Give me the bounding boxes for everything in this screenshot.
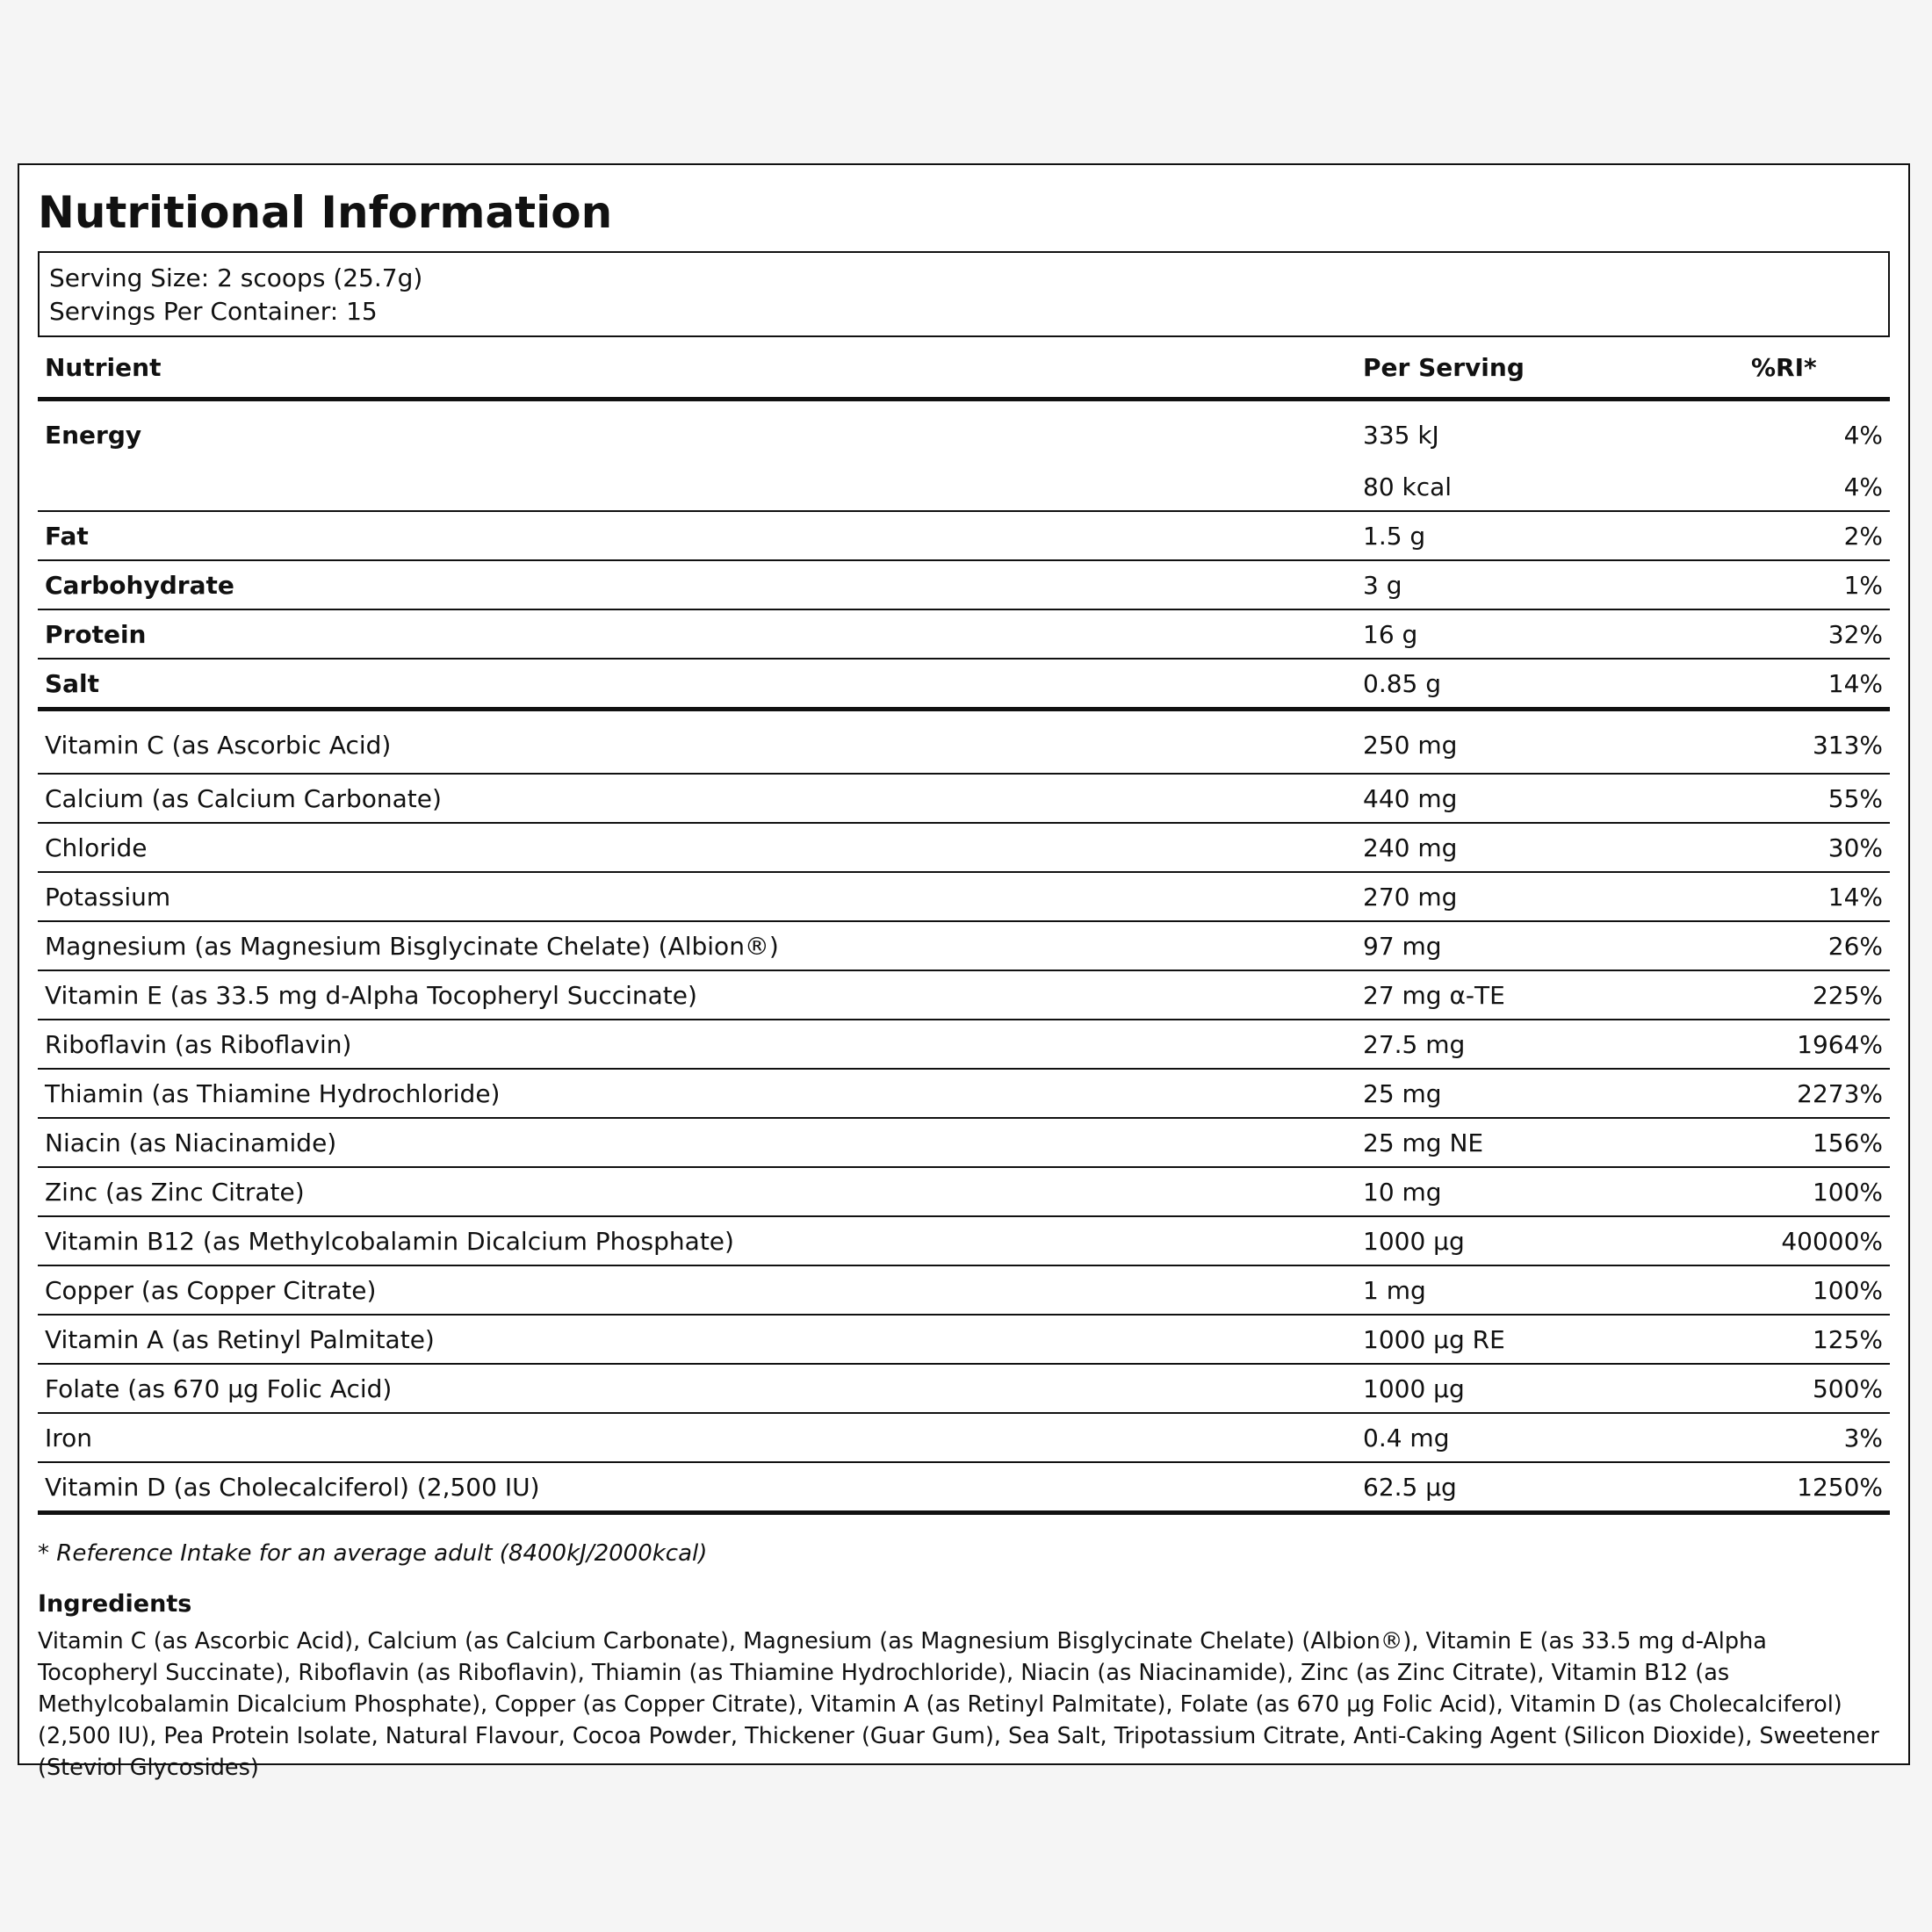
table-row xyxy=(38,1265,1890,1315)
table-row xyxy=(38,1020,1890,1069)
table-row xyxy=(38,1167,1890,1216)
table-row xyxy=(38,1364,1890,1413)
header-ri: %RI* xyxy=(1744,351,1890,400)
servings-per-container: Servings Per Container: 15 xyxy=(49,297,378,326)
nutrient-name: Copper (as Copper Citrate) xyxy=(38,1265,1356,1315)
nutrient-name: Vitamin C (as Ascorbic Acid) xyxy=(38,710,1356,775)
ri-value: 32% xyxy=(1744,609,1890,659)
ri-value: 225% xyxy=(1744,970,1890,1020)
per-serving-value: 62.5 µg xyxy=(1356,1462,1744,1513)
ri-value: 55% xyxy=(1744,774,1890,823)
nutrition-table xyxy=(38,351,1890,1515)
nutrient-name: Vitamin A (as Retinyl Palmitate) xyxy=(38,1315,1356,1364)
ri-value: 4% xyxy=(1744,463,1890,511)
nutrient-name: Niacin (as Niacinamide) xyxy=(38,1118,1356,1167)
nutrient-name: Vitamin D (as Cholecalciferol) (2,500 IU) xyxy=(38,1462,1356,1513)
per-serving-value: 16 g xyxy=(1356,609,1744,659)
table-row xyxy=(38,1216,1890,1265)
per-serving-value: 240 mg xyxy=(1356,823,1744,872)
per-serving-value: 1000 µg RE xyxy=(1356,1315,1744,1364)
table-row xyxy=(38,659,1890,710)
per-serving-value: 80 kcal xyxy=(1356,463,1744,511)
nutrient-name: Protein xyxy=(38,609,1356,659)
nutrient-name: Carbohydrate xyxy=(38,560,1356,609)
ri-value: 2% xyxy=(1744,511,1890,560)
per-serving-value: 1000 µg xyxy=(1356,1364,1744,1413)
table-row xyxy=(38,1069,1890,1118)
nutrient-name-empty xyxy=(38,463,1356,511)
nutrient-name: Magnesium (as Magnesium Bisglycinate Chelate) (Albion®) xyxy=(38,921,1356,970)
per-serving-value: 25 mg NE xyxy=(1356,1118,1744,1167)
ri-value: 1964% xyxy=(1744,1020,1890,1069)
page-title: Nutritional Information xyxy=(38,187,613,238)
table-row-energy-kj xyxy=(38,400,1890,464)
ri-value: 26% xyxy=(1744,921,1890,970)
table-row-energy-kcal xyxy=(38,463,1890,511)
ingredients-text: Vitamin C (as Ascorbic Acid), Calcium (as Calcium Carbonate), Magnesium (as Magnesium Bisglycinate Chelate) (Albion®), Vitamin E (as 33.5 mg d-Alpha Tocopheryl Succinate), Riboflavin (as Riboflavin), Thiamin (as Thiamine Hydrochloride), Niacin (as Niacinamide), Zinc (as Zinc Citrate), Vitamin B12 (as Methylcobalamin Dicalcium Phosphate), Copper (as Copper Citrate), Vitamin A (as Retinyl Palmitate), Folate (as 670 µg Folic Acid), Vitamin D (as Cholecalciferol) (2,500 IU), Pea Protein Isolate, Natural Flavour, Cocoa Powder, Thickener (Guar Gum), Sea Salt, Tripotassium Citrate, Anti-Caking Agent (Silicon Dioxide), Sweetener (Steviol Glycosides) xyxy=(38,1628,1879,1781)
ri-value: 1250% xyxy=(1744,1462,1890,1513)
table-row xyxy=(38,921,1890,970)
ri-value: 40000% xyxy=(1744,1216,1890,1265)
nutrient-name: Salt xyxy=(38,659,1356,710)
per-serving-value: 0.85 g xyxy=(1356,659,1744,710)
per-serving-value: 27 mg α-TE xyxy=(1356,970,1744,1020)
table-row xyxy=(38,1462,1890,1513)
per-serving-value: 0.4 mg xyxy=(1356,1413,1744,1462)
table-row xyxy=(38,710,1890,775)
per-serving-value: 25 mg xyxy=(1356,1069,1744,1118)
nutrition-panel xyxy=(18,163,1910,1781)
nutrient-name: Iron xyxy=(38,1413,1356,1462)
nutrient-name: Folate (as 670 µg Folic Acid) xyxy=(38,1364,1356,1413)
table-row xyxy=(38,970,1890,1020)
nutrient-name: Fat xyxy=(38,511,1356,560)
ri-value: 500% xyxy=(1744,1364,1890,1413)
table-row xyxy=(38,1118,1890,1167)
per-serving-value: 270 mg xyxy=(1356,872,1744,921)
table-row xyxy=(38,872,1890,921)
nutrient-name: Riboflavin (as Riboflavin) xyxy=(38,1020,1356,1069)
per-serving-value: 10 mg xyxy=(1356,1167,1744,1216)
table-row xyxy=(38,1413,1890,1462)
ingredients-title: Ingredients xyxy=(38,1590,192,1618)
per-serving-value: 97 mg xyxy=(1356,921,1744,970)
ri-value: 1% xyxy=(1744,560,1890,609)
ri-value: 313% xyxy=(1744,710,1890,775)
per-serving-value: 335 kJ xyxy=(1363,420,1439,450)
nutrient-name: Potassium xyxy=(38,872,1356,921)
reference-intake-footnote: * Reference Intake for an average adult (8400kJ/2000kcal) xyxy=(38,1540,708,1567)
ri-value: 30% xyxy=(1744,823,1890,872)
ri-value: 100% xyxy=(1744,1265,1890,1315)
per-serving-value: 1.5 g xyxy=(1356,511,1744,560)
ri-value: 14% xyxy=(1744,872,1890,921)
ri-value: 2273% xyxy=(1744,1069,1890,1118)
serving-info-box xyxy=(38,251,1890,337)
nutrient-name: Chloride xyxy=(38,823,1356,872)
table-header-row xyxy=(38,351,1890,400)
header-per-serving: Per Serving xyxy=(1356,351,1744,400)
table-row xyxy=(38,1315,1890,1364)
per-serving-value: 440 mg xyxy=(1356,774,1744,823)
per-serving-value: 27.5 mg xyxy=(1356,1020,1744,1069)
per-serving-value: 1000 µg xyxy=(1356,1216,1744,1265)
per-serving-value: 250 mg xyxy=(1356,710,1744,775)
per-serving-value: 3 g xyxy=(1356,560,1744,609)
ri-value: 100% xyxy=(1744,1167,1890,1216)
table-row xyxy=(38,774,1890,823)
ri-value: 4% xyxy=(1843,420,1883,450)
nutrient-name: Vitamin B12 (as Methylcobalamin Dicalcium Phosphate) xyxy=(38,1216,1356,1265)
table-row xyxy=(38,609,1890,659)
ri-value: 3% xyxy=(1744,1413,1890,1462)
ri-value: 125% xyxy=(1744,1315,1890,1364)
per-serving-value: 1 mg xyxy=(1356,1265,1744,1315)
nutrient-name: Thiamin (as Thiamine Hydrochloride) xyxy=(38,1069,1356,1118)
nutrient-name: Calcium (as Calcium Carbonate) xyxy=(38,774,1356,823)
nutrient-name: Energy xyxy=(45,420,142,450)
nutrient-name: Zinc (as Zinc Citrate) xyxy=(38,1167,1356,1216)
nutrient-name: Vitamin E (as 33.5 mg d-Alpha Tocopheryl Succinate) xyxy=(38,970,1356,1020)
serving-size: Serving Size: 2 scoops (25.7g) xyxy=(49,263,423,292)
header-nutrient: Nutrient xyxy=(38,351,1356,400)
table-row xyxy=(38,511,1890,560)
table-row xyxy=(38,823,1890,872)
ri-value: 156% xyxy=(1744,1118,1890,1167)
table-row xyxy=(38,560,1890,609)
ri-value: 14% xyxy=(1744,659,1890,710)
